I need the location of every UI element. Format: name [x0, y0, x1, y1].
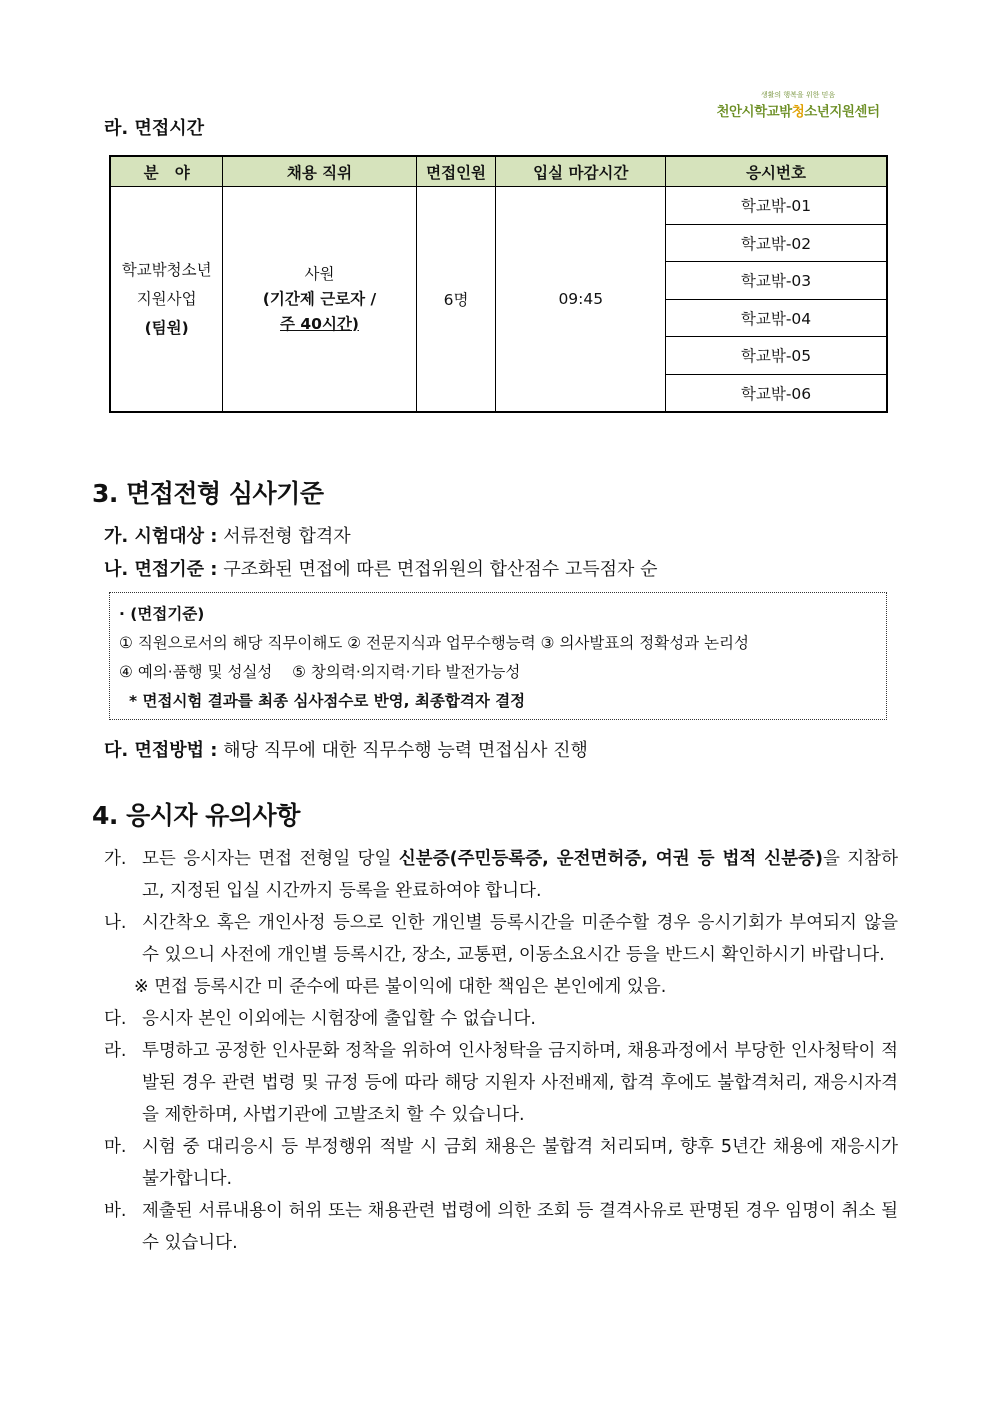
section-3-da — [104, 736, 588, 762]
logo-name-hi: 청 — [791, 104, 805, 120]
interview-time-table — [109, 155, 888, 413]
logo-name — [703, 100, 893, 120]
position-line-3: 주 40시간) — [280, 314, 359, 333]
exam-number-cell: 학교밖-05 — [666, 337, 887, 375]
note-text: 시험 중 대리응시 등 부정행위 적발 시 금회 채용은 불합격 처리되며, 향후 5년간 채용에 재응시가 불가합니다. — [142, 1137, 898, 1189]
note-mark: 바. — [104, 1201, 127, 1221]
exam-number-cell: 학교밖-06 — [666, 374, 887, 412]
center-logo — [703, 90, 893, 120]
header-exam-number: 응시번호 — [666, 156, 887, 187]
note-mark: 가. — [104, 849, 127, 869]
table-row — [110, 187, 887, 225]
note-mark: 나. — [104, 913, 127, 933]
field-line-2: 지원사업 — [136, 289, 197, 308]
section-3-na-text: 구조화된 면접에 따른 면접위원의 합산점수 고득점자 순 — [223, 559, 658, 580]
interview-time-heading: 라. 면접시간 — [104, 118, 205, 139]
note-item — [104, 1003, 898, 1035]
position-line-1: 사원 — [304, 264, 335, 283]
headcount-cell: 6명 — [416, 187, 496, 413]
criteria-line-2: ④ 예의·품행 및 성실성 ⑤ 창의력·의지력·기타 발전가능성 — [119, 663, 521, 681]
applicant-notes — [104, 843, 898, 1259]
note-item — [104, 1035, 898, 1131]
criteria-line-1: ① 직원으로서의 해당 직무이해도 ② 전문지식과 업무수행능력 ③ 의사발표의 정확성과 논리성 — [119, 634, 749, 652]
criteria-line-3: * 면접시험 결과를 최종 심사점수로 반영, 최종합격자 결정 — [129, 692, 526, 710]
note-text — [142, 843, 898, 907]
exam-number-cell: 학교밖-04 — [666, 299, 887, 337]
section-3-na-label: 나. 면접기준 : — [104, 559, 218, 580]
section-3-ga-text: 서류전형 합격자 — [223, 526, 351, 547]
header-headcount: 면접인원 — [416, 156, 496, 187]
note-ga-bold: 신분증(주민등록증, 운전면허증, 여권 등 법적 신분증) — [398, 849, 823, 869]
note-mark: 다. — [104, 1009, 127, 1029]
section-3-na — [104, 555, 658, 581]
position-cell — [223, 187, 416, 413]
note-text: 응시자 본인 이외에는 시험장에 출입할 수 없습니다. — [142, 1009, 536, 1029]
interview-criteria-box — [109, 592, 887, 720]
exam-number-cell: 학교밖-01 — [666, 187, 887, 225]
table-header-row — [110, 156, 887, 187]
note-sub-text: ※ 면접 등록시간 미 준수에 따른 불이익에 대한 책임은 본인에게 있음. — [134, 977, 667, 997]
section-3-da-text: 해당 직무에 대한 직무수행 능력 면접심사 진행 — [223, 740, 588, 761]
logo-tagline: 생활의 행복을 위한 믿음 — [760, 91, 836, 99]
note-item — [104, 1195, 898, 1259]
section-3-ga — [104, 522, 351, 548]
note-item — [104, 843, 898, 907]
field-line-3: (팀원) — [144, 318, 189, 337]
note-mark: 마. — [104, 1137, 127, 1157]
field-cell — [110, 187, 223, 413]
header-deadline: 입실 마감시간 — [496, 156, 666, 187]
position-line-2: (기간제 근로자 / — [262, 289, 377, 308]
exam-number-cell: 학교밖-02 — [666, 224, 887, 262]
section-3-ga-label: 가. 시험대상 : — [104, 526, 218, 547]
note-ga-pre: 모든 응시자는 면접 전형일 당일 — [142, 849, 399, 869]
note-text: 투명하고 공정한 인사문화 정착을 위하여 인사청탁을 금지하며, 채용과정에서 부당한 인사청탁이 적발된 경우 관련 법령 및 규정 등에 따라 해당 지원자 사전배제, 합격 후에도 불합격처리, 재응시자격을 제한하며, 사법기관에 고발조치 할 수 있습니다. — [142, 1041, 898, 1125]
note-mark: 라. — [104, 1041, 127, 1061]
section-3-da-label: 다. 면접방법 : — [104, 740, 218, 761]
note-text: 제출된 서류내용이 허위 또는 채용관련 법령에 의한 조회 등 결격사유로 판명된 경우 임명이 취소 될 수 있습니다. — [142, 1201, 898, 1253]
field-line-1: 학교밖청소년 — [121, 260, 212, 279]
deadline-cell: 09:45 — [496, 187, 666, 413]
section-3-title: 3. 면접전형 심사기준 — [92, 479, 324, 508]
header-position: 채용 직위 — [223, 156, 416, 187]
note-item — [104, 1131, 898, 1195]
section-4-title: 4. 응시자 유의사항 — [92, 801, 300, 830]
header-field: 분 야 — [110, 156, 223, 187]
note-text: 시간착오 혹은 개인사정 등으로 인한 개인별 등록시간을 미준수할 경우 응시기회가 부여되지 않을 수 있으니 사전에 개인별 등록시간, 장소, 교통편, 이동소요시간 등을 반드시 확인하시기 바랍니다. — [142, 913, 898, 965]
note-ga-post: 을 지참하고, 지정된 입실 시간까지 등록을 완료하여야 합니다. — [142, 849, 898, 901]
exam-number-cell: 학교밖-03 — [666, 262, 887, 300]
logo-name-b: 소년지원센터 — [804, 104, 880, 120]
criteria-title: · (면접기준) — [119, 605, 205, 623]
note-item — [104, 907, 898, 971]
note-sub-item — [104, 971, 898, 1003]
logo-name-a: 천안시학교밖 — [716, 104, 792, 120]
